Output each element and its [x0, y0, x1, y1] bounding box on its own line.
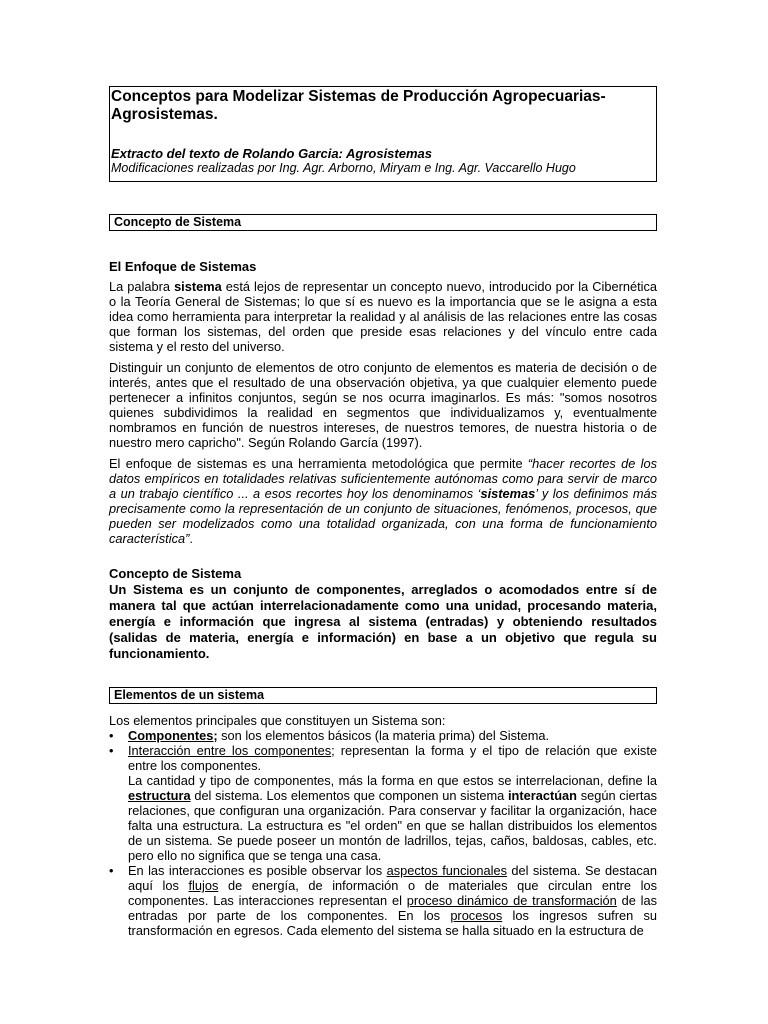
definition-heading: Concepto de Sistema	[109, 566, 242, 581]
document-credits: Modificaciones realizadas por Ing. Agr. Arborno, Miryam e Ing. Agr. Vaccarello Hugo	[111, 161, 576, 175]
section-title-elementos: Elementos de un sistema	[109, 687, 657, 704]
elements-intro: Los elementos principales que constituyen un Sistema son:	[109, 713, 446, 728]
paragraph-sistema	[109, 279, 657, 354]
text: .	[189, 531, 193, 546]
quote: “hacer recortes de los datos empíricos en totalidades relativas suficientemente autónomas como para servir de marco a un trabajo científico ... a esos recortes hoy los denominamos ‘	[109, 456, 657, 501]
document-page	[109, 86, 657, 938]
estructura-paragraph	[109, 773, 657, 863]
text: son los elementos básicos (la materia prima) del Sistema.	[217, 728, 550, 743]
definition-body: Un Sistema es un conjunto de componentes, arreglados o acomodados entre sí de manera tal que actúan interrelacionadamente como una unidad, procesando materia, energía e información que ingresa al sistema (entradas) y obteniendo resultados (salidas de materia, energía e información) en base a un objetivo que regula su funcionamiento.	[109, 582, 657, 661]
section-title-concepto: Concepto de Sistema	[109, 214, 657, 231]
text: ; representan la forma y el tipo de relación que existe entre los componentes.	[128, 743, 657, 773]
document-subtitle: Extracto del texto de Rolando Garcia: Agrosistemas	[111, 146, 432, 161]
text: está lejos de representar un concepto nuevo, introducido por la Cibernética o la Teoría General de Sistemas; lo que sí es nuevo es la importancia que se le asigna a esta idea como herramienta para interpretar la realidad y al análisis de las relaciones entre las cosas que forman los sistemas, del orden que preside esas relaciones y del vínculo entre cada sistema y el resto del universo.	[109, 279, 657, 354]
text: En las interacciones es posible observar los	[128, 863, 387, 878]
list-item	[109, 743, 657, 773]
text: La palabra	[109, 279, 175, 294]
elements-list	[109, 728, 657, 773]
term: Interacción entre los componentes	[128, 743, 332, 758]
list-item	[109, 728, 657, 743]
bold-term: sistema	[174, 279, 222, 294]
document-title: Conceptos para Modelizar Sistemas de Producción Agropecuarias- Agrosistemas.	[111, 88, 606, 123]
list-item	[109, 863, 657, 938]
text: de energía, de información o de materiales que circulan entre los componentes. Las interacciones representan el	[128, 878, 657, 908]
bold-term: interactúan	[507, 788, 577, 803]
term: procesos	[450, 908, 503, 923]
enfoque-heading: El Enfoque de Sistemas	[109, 259, 257, 274]
elements-list-2	[109, 863, 657, 938]
term: estructura	[128, 788, 191, 803]
text: La cantidad y tipo de componentes, más la forma en que estos se interrelacionan, define la	[128, 773, 657, 788]
text: del sistema. Los elementos que componen un sistema	[190, 788, 508, 803]
text: los ingresos sufren su transformación en egresos. Cada elemento del sistema se halla situado en la estructura de	[128, 908, 657, 938]
term: aspectos funcionales	[386, 863, 507, 878]
bullet-icon: •	[109, 863, 114, 878]
text: según ciertas relaciones, que configuran una organización. Para conservar y facilitar la organización, hace falta una estructura. La estructura es "el orden" en que se hallan distribuidos los elementos de un sistema. Se puede poseer un montón de ladrillos, tejas, caños, baldosas, cables, etc. pero ello no significa que se tenga una casa.	[128, 788, 657, 863]
term: Componentes;	[128, 728, 218, 743]
bullet-icon: •	[109, 743, 114, 758]
title-box	[109, 86, 657, 182]
text: del sistema. Se destacan aquí los	[128, 863, 657, 893]
term: proceso dinámico de transformación	[406, 893, 617, 908]
term: flujos	[188, 878, 219, 893]
quote: ’ y los definimos más precisamente como la representación de un conjunto de situaciones, fenómenos, procesos, que pueden ser modelizados como una totalidad organizada, con una forma de funcionamiento característica”	[109, 486, 658, 546]
paragraph-distinguir: Distinguir un conjunto de elementos de otro conjunto de elementos es materia de decisión o de interés, antes que el resultado de una observación objetiva, ya que cualquier elemento puede pertenecer a infinitos conjuntos, según se nos ocurra imaginarlos. Es más: "somos nosotros quienes subdividimos la realidad en segmentos que individualizamos y, eventualmente nombramos en función de nuestros intereses, de nuestros temores, de nuestra historia o de nuestro mero capricho". Según Rolando García (1997).	[109, 360, 657, 450]
bullet-icon: •	[109, 728, 114, 743]
text: de las entradas por parte de los componentes. En los	[128, 893, 657, 923]
bold-term: sistemas	[480, 486, 536, 501]
paragraph-enfoque	[109, 456, 657, 546]
text: El enfoque de sistemas es una herramienta metodológica que permite	[109, 456, 528, 471]
